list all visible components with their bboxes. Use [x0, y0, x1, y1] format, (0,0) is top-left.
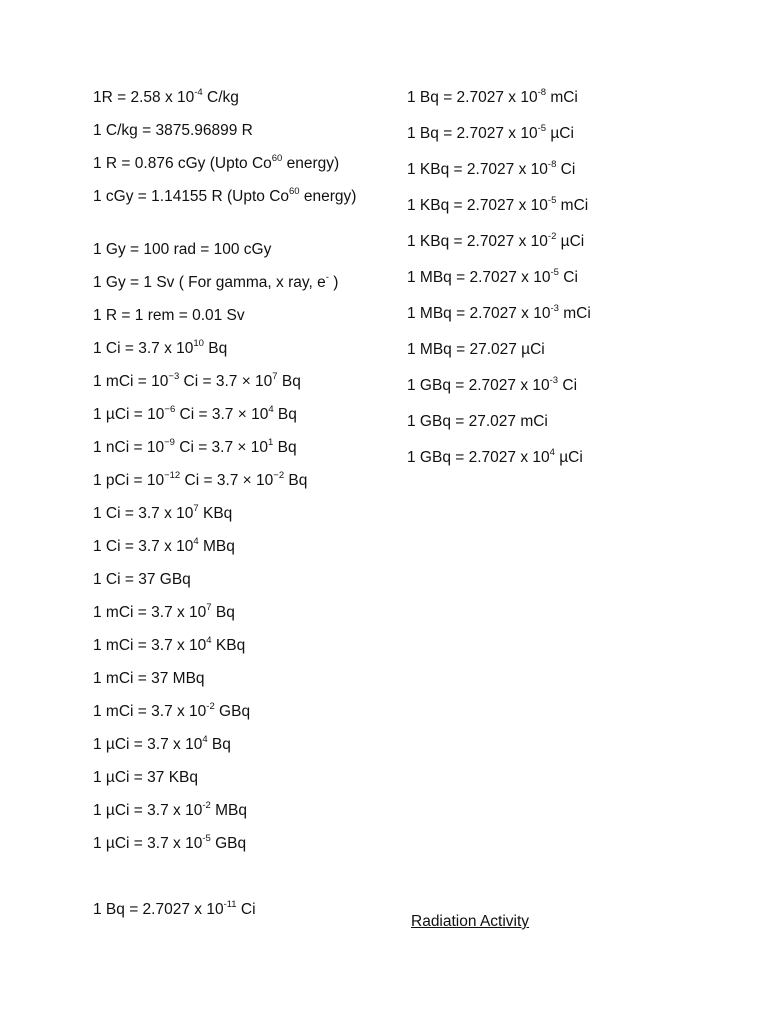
exponent: 7 [193, 502, 199, 514]
conversion-text: Ci = 3.7 × 10 [179, 373, 273, 390]
conversion-line [93, 86, 239, 107]
conversion-text: 1 Ci = 3.7 x 10 [93, 340, 194, 357]
conversion-text: 1 R = 0.876 cGy (Upto Co [93, 155, 272, 172]
conversion-text: Bq [273, 439, 297, 456]
exponent: 1 [268, 436, 274, 448]
exponent: 60 [289, 185, 300, 197]
conversion-line [407, 86, 578, 107]
conversion-text: Ci [558, 269, 578, 286]
conversion-text: 1 KBq = 2.7027 x 10 [407, 233, 548, 250]
section-title: Radiation Activity [411, 913, 530, 930]
exponent: -5 [547, 194, 557, 206]
conversion-text: 1 Ci = 37 GBq [93, 571, 191, 588]
conversion-text: ) [328, 274, 339, 291]
conversion-text: µCi [554, 449, 583, 466]
conversion-line [93, 601, 235, 622]
exponent: −12 [164, 469, 181, 481]
conversion-text: 1 MBq = 2.7027 x 10 [407, 269, 551, 286]
conversion-line [93, 185, 368, 206]
conversion-text: KBq [198, 505, 233, 522]
conversion-text: µCi [546, 125, 574, 142]
exponent: −9 [164, 436, 175, 448]
exponent: -3 [549, 374, 559, 386]
exponent: -2 [206, 700, 215, 712]
conversion-text: 1 Ci = 3.7 x 10 [93, 538, 194, 555]
conversion-line [407, 302, 591, 323]
conversion-line [407, 341, 545, 359]
exponent: -2 [547, 230, 557, 242]
exponent: −3 [168, 370, 180, 382]
conversion-text: 1 R = 1 rem = 0.01 Sv [93, 307, 245, 324]
exponent: -8 [537, 86, 547, 98]
conversion-text: 1 MBq = 2.7027 x 10 [407, 305, 551, 322]
conversion-text: 1 mCi = 3.7 x 10 [93, 637, 207, 654]
conversion-text: 1 Bq = 2.7027 x 10 [407, 89, 538, 106]
conversion-line [93, 436, 297, 457]
conversion-text: 1 KBq = 2.7027 x 10 [407, 197, 548, 214]
conversion-text: 1 mCi = 10 [93, 373, 169, 390]
exponent: 10 [193, 337, 204, 349]
conversion-line [407, 266, 578, 287]
exponent: -5 [202, 832, 211, 844]
conversion-text: 1 C/kg = 3875.96899 R [93, 122, 253, 139]
conversion-text: 1R = 2.58 x 10 [93, 89, 195, 106]
conversion-line [407, 122, 574, 143]
conversion-text: 1 µCi = 3.7 x 10 [93, 802, 203, 819]
conversion-text: MBq [198, 538, 235, 555]
conversion-line [93, 535, 235, 556]
conversion-line [407, 413, 548, 431]
conversion-line [93, 769, 198, 787]
conversion-text: 1 µCi = 10 [93, 406, 165, 423]
conversion-line [93, 307, 245, 325]
conversion-text: mCi [556, 197, 589, 214]
conversion-line [93, 403, 297, 424]
conversion-line [407, 446, 583, 467]
conversion-line [93, 700, 251, 721]
conversion-text: 1 Bq = 2.7027 x 10 [407, 125, 538, 142]
conversion-text: mCi [558, 305, 591, 322]
conversion-text: KBq [211, 637, 246, 654]
exponent: 4 [193, 535, 199, 547]
conversion-line [93, 733, 231, 754]
conversion-text: 1 mCi = 3.7 x 10 [93, 604, 207, 621]
conversion-text: 1 MBq = 27.027 µCi [407, 341, 545, 358]
conversion-text: energy) [282, 155, 340, 172]
exponent: −2 [273, 469, 285, 481]
conversion-text: 1 µCi = 3.7 x 10 [93, 736, 203, 753]
conversion-text: Ci [236, 901, 256, 918]
conversion-text: µCi [556, 233, 585, 250]
exponent: -8 [547, 158, 557, 170]
conversion-text: energy) [299, 188, 357, 205]
conversion-text: 1 mCi = 3.7 x 10 [93, 703, 207, 720]
conversion-line [93, 241, 271, 259]
conversion-line [93, 152, 340, 173]
conversion-text: mCi [546, 89, 578, 106]
conversion-text: 1 Gy = 100 rad = 100 cGy [93, 241, 272, 258]
exponent: 4 [202, 733, 208, 745]
conversion-line [93, 571, 191, 589]
conversion-text: 1 KBq = 2.7027 x 10 [407, 161, 548, 178]
conversion-line [407, 194, 589, 215]
exponent: - [325, 271, 329, 283]
exponent: -3 [550, 302, 559, 314]
conversion-text: Bq [277, 373, 301, 390]
conversion-text: 1 GBq = 27.027 mCi [407, 413, 548, 430]
exponent: -2 [202, 799, 211, 811]
conversion-line [93, 337, 228, 358]
conversion-text: MBq [210, 802, 247, 819]
conversion-line [93, 271, 339, 292]
exponent: 7 [206, 601, 212, 613]
exponent: 4 [206, 634, 212, 646]
conversion-line [407, 374, 578, 395]
exponent: −6 [164, 403, 176, 415]
conversion-text: 1 µCi = 37 KBq [93, 769, 199, 786]
conversion-line [93, 634, 246, 655]
conversion-text: 1 Bq = 2.7027 x 10 [93, 901, 224, 918]
conversion-text: GBq [214, 703, 251, 720]
exponent: -5 [550, 266, 559, 278]
conversion-text: GBq [210, 835, 247, 852]
conversion-line [93, 670, 205, 688]
exponent: 60 [271, 152, 283, 164]
conversion-text: Ci = 3.7 × 10 [180, 472, 274, 489]
conversion-text: Bq [284, 472, 308, 489]
conversion-line [407, 158, 576, 179]
conversion-text: Bq [211, 604, 235, 621]
conversion-text: 1 GBq = 2.7027 x 10 [407, 377, 550, 394]
conversion-line [93, 502, 233, 523]
conversion-text: 1 GBq = 2.7027 x 10 [407, 449, 550, 466]
conversion-line [93, 799, 247, 820]
conversion-text: Bq [207, 736, 231, 753]
conversion-text: 1 pCi = 10 [93, 472, 165, 489]
exponent: 4 [549, 446, 555, 458]
conversion-text: Ci = 3.7 × 10 [175, 406, 269, 423]
conversion-line [93, 122, 253, 140]
exponent: 4 [268, 403, 274, 415]
conversion-line [93, 370, 301, 391]
conversion-text: 1 Ci = 3.7 x 10 [93, 505, 194, 522]
conversion-text: 1 nCi = 10 [93, 439, 165, 456]
conversion-text: Ci [558, 377, 578, 394]
exponent: 7 [272, 370, 278, 382]
conversion-line [93, 898, 256, 919]
conversion-text: Ci [556, 161, 576, 178]
conversion-text: Ci = 3.7 × 10 [174, 439, 268, 456]
exponent: -4 [194, 86, 203, 98]
conversion-line [93, 832, 247, 853]
conversion-text: 1 cGy = 1.14155 R (Upto Co [93, 188, 290, 205]
conversion-line [93, 469, 308, 490]
conversion-text: 1 µCi = 3.7 x 10 [93, 835, 203, 852]
conversion-text: 1 mCi = 37 MBq [93, 670, 205, 687]
exponent: -11 [223, 898, 237, 910]
conversion-text: Bq [203, 340, 228, 357]
conversion-line [407, 230, 585, 251]
conversion-text: Bq [273, 406, 297, 423]
conversion-text: 1 Gy = 1 Sv ( For gamma, x ray, e [93, 274, 326, 291]
conversion-text: C/kg [202, 89, 239, 106]
exponent: -5 [537, 122, 547, 134]
